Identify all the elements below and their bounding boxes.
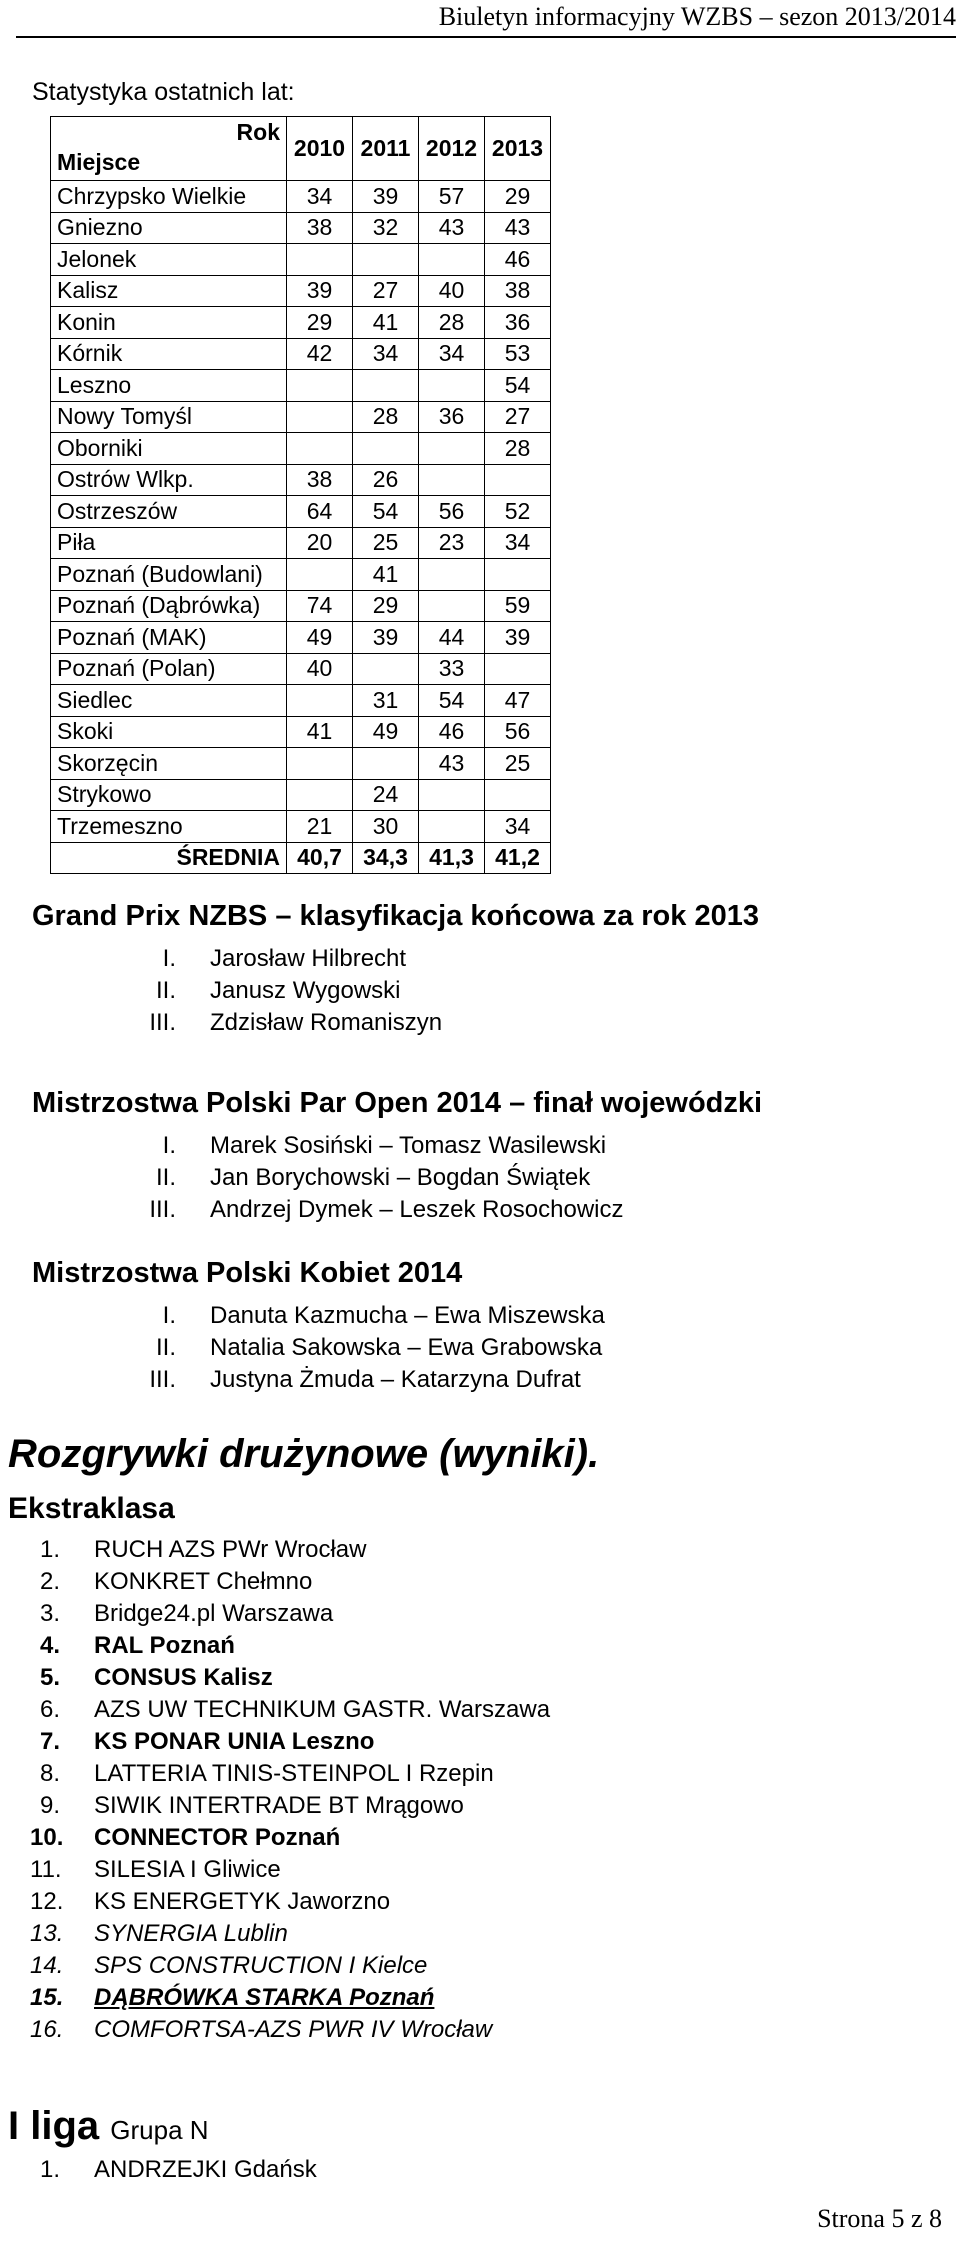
list-number: 15. <box>30 1984 64 2011</box>
value-cell: 28 <box>419 307 485 339</box>
value-cell: 39 <box>353 622 419 654</box>
value-cell <box>419 464 485 496</box>
stats-row <box>51 370 551 402</box>
place-cell: Skorzęcin <box>51 748 287 780</box>
value-cell: 46 <box>485 244 551 276</box>
value-cell <box>485 779 551 811</box>
value-cell: 25 <box>353 527 419 559</box>
list-number: 14. <box>30 1952 64 1979</box>
list-number: III. <box>149 1196 176 1223</box>
place-cell: Kalisz <box>51 275 287 307</box>
value-cell: 41 <box>353 559 419 591</box>
list-number: I. <box>162 1302 176 1329</box>
stats-row <box>51 401 551 433</box>
place-cell: Oborniki <box>51 433 287 465</box>
value-cell: 30 <box>353 811 419 843</box>
place-cell: Poznań (MAK) <box>51 622 287 654</box>
year-header: 2011 <box>353 117 419 181</box>
place-cell: Chrzypsko Wielkie <box>51 181 287 213</box>
list-text: KONKRET Chełmno <box>94 1568 313 1595</box>
year-header: 2012 <box>419 117 485 181</box>
value-cell <box>287 779 353 811</box>
list-text: DĄBRÓWKA STARKA Poznań <box>94 1984 435 2011</box>
list-text: SPS CONSTRUCTION I Kielce <box>94 1952 428 1979</box>
value-cell: 52 <box>485 496 551 528</box>
grand-prix-title: Grand Prix NZBS – klasyfikacja końcowa za rok 2013 <box>32 900 759 932</box>
value-cell <box>287 559 353 591</box>
list-item <box>132 1194 624 1226</box>
list-item <box>30 1886 550 1918</box>
value-cell: 38 <box>485 275 551 307</box>
value-cell <box>419 811 485 843</box>
place-cell: Trzemeszno <box>51 811 287 843</box>
list-number: III. <box>149 1366 176 1393</box>
value-cell <box>287 401 353 433</box>
value-cell: 38 <box>287 212 353 244</box>
list-number: 10. <box>30 1824 64 1851</box>
value-cell: 40,7 <box>287 842 353 874</box>
place-cell: ŚREDNIA <box>51 842 287 874</box>
place-cell: Poznań (Polan) <box>51 653 287 685</box>
list-number: 9. <box>39 1792 60 1819</box>
value-cell: 34,3 <box>353 842 419 874</box>
list-text: KS PONAR UNIA Leszno <box>94 1728 375 1755</box>
list-text: Marek Sosiński – Tomasz Wasilewski <box>210 1132 607 1159</box>
stats-average-row <box>51 842 551 874</box>
value-cell <box>419 590 485 622</box>
rok-label: Rok <box>236 119 280 145</box>
list-item <box>30 1982 550 2014</box>
list-item <box>30 1726 550 1758</box>
list-item <box>30 1822 550 1854</box>
list-text: LATTERIA TINIS-STEINPOL I Rzepin <box>94 1760 494 1787</box>
value-cell: 54 <box>353 496 419 528</box>
stats-row <box>51 527 551 559</box>
par-open-list <box>132 1130 624 1226</box>
value-cell: 40 <box>419 275 485 307</box>
place-cell: Piła <box>51 527 287 559</box>
value-cell: 25 <box>485 748 551 780</box>
stats-row <box>51 779 551 811</box>
list-text: AZS UW TECHNIKUM GASTR. Warszawa <box>94 1696 551 1723</box>
list-number: 7. <box>39 1728 60 1755</box>
value-cell: 74 <box>287 590 353 622</box>
stats-row <box>51 275 551 307</box>
list-text: RUCH AZS PWr Wrocław <box>94 1536 367 1563</box>
list-text: KS ENERGETYK Jaworzno <box>94 1888 391 1915</box>
list-item <box>30 1598 550 1630</box>
page-number: Strona 5 z 8 <box>817 2204 942 2233</box>
value-cell <box>419 779 485 811</box>
value-cell <box>353 370 419 402</box>
place-cell: Leszno <box>51 370 287 402</box>
stats-row <box>51 716 551 748</box>
value-cell: 36 <box>419 401 485 433</box>
list-text: CONNECTOR Poznań <box>94 1824 341 1851</box>
stats-row <box>51 622 551 654</box>
list-item <box>30 1758 550 1790</box>
value-cell <box>485 464 551 496</box>
list-item <box>30 2014 550 2046</box>
stats-row <box>51 181 551 213</box>
list-text: Zdzisław Romaniszyn <box>210 1009 443 1036</box>
stats-row <box>51 307 551 339</box>
list-number: 1. <box>39 2156 60 2183</box>
value-cell: 32 <box>353 212 419 244</box>
value-cell: 28 <box>485 433 551 465</box>
value-cell: 46 <box>419 716 485 748</box>
list-item <box>30 1566 550 1598</box>
list-text: CONSUS Kalisz <box>94 1664 273 1691</box>
value-cell: 59 <box>485 590 551 622</box>
list-number: 3. <box>39 1600 60 1627</box>
list-item <box>132 1007 442 1039</box>
stats-row <box>51 811 551 843</box>
list-text: SILESIA I Gliwice <box>94 1856 281 1883</box>
list-number: II. <box>155 1334 176 1361</box>
ekstraklasa-list <box>30 1534 550 2046</box>
list-text: COMFORTSA-AZS PWR IV Wrocław <box>94 2016 493 2043</box>
stats-row <box>51 748 551 780</box>
value-cell: 57 <box>419 181 485 213</box>
place-cell: Strykowo <box>51 779 287 811</box>
list-text: Jan Borychowski – Bogdan Świątek <box>210 1164 591 1191</box>
value-cell: 41 <box>287 716 353 748</box>
place-cell: Ostrzeszów <box>51 496 287 528</box>
liga-group: Grupa N <box>110 2115 209 2145</box>
list-item <box>132 1364 605 1396</box>
list-item <box>30 1854 550 1886</box>
value-cell <box>485 653 551 685</box>
value-cell: 53 <box>485 338 551 370</box>
list-number: 13. <box>30 1920 64 1947</box>
list-number: 11. <box>30 1856 62 1883</box>
value-cell: 43 <box>419 212 485 244</box>
value-cell: 49 <box>353 716 419 748</box>
list-number: I. <box>162 945 176 972</box>
value-cell: 21 <box>287 811 353 843</box>
list-text: SIWIK INTERTRADE BT Mrągowo <box>94 1792 464 1819</box>
miejsce-label: Miejsce <box>57 149 141 175</box>
value-cell: 34 <box>485 811 551 843</box>
list-item <box>30 1630 550 1662</box>
value-cell: 34 <box>419 338 485 370</box>
grand-prix-list <box>132 943 442 1039</box>
stats-header-row <box>51 117 551 181</box>
value-cell <box>353 244 419 276</box>
value-cell: 34 <box>287 181 353 213</box>
list-item <box>132 1332 605 1364</box>
value-cell: 20 <box>287 527 353 559</box>
stats-row <box>51 496 551 528</box>
list-text: Danuta Kazmucha – Ewa Miszewska <box>210 1302 605 1329</box>
value-cell: 64 <box>287 496 353 528</box>
kobiet-title: Mistrzostwa Polski Kobiet 2014 <box>32 1257 463 1289</box>
list-number: 12. <box>30 1888 64 1915</box>
place-cell: Gniezno <box>51 212 287 244</box>
value-cell: 31 <box>353 685 419 717</box>
value-cell <box>287 244 353 276</box>
value-cell <box>485 559 551 591</box>
value-cell: 54 <box>419 685 485 717</box>
place-cell: Ostrów Wlkp. <box>51 464 287 496</box>
value-cell: 39 <box>485 622 551 654</box>
stats-row <box>51 653 551 685</box>
value-cell: 54 <box>485 370 551 402</box>
druzynowe-title: Rozgrywki drużynowe (wyniki). <box>8 1432 600 1476</box>
year-header: 2010 <box>287 117 353 181</box>
value-cell: 43 <box>485 212 551 244</box>
list-item <box>132 943 442 975</box>
list-number: I. <box>162 1132 176 1159</box>
value-cell <box>287 433 353 465</box>
bulletin-header: Biuletyn informacyjny WZBS – sezon 2013/2014 <box>16 2 956 38</box>
value-cell: 43 <box>419 748 485 780</box>
stats-row <box>51 244 551 276</box>
place-cell: Skoki <box>51 716 287 748</box>
stats-title: Statystyka ostatnich lat: <box>32 78 295 106</box>
value-cell: 23 <box>419 527 485 559</box>
value-cell: 29 <box>353 590 419 622</box>
place-cell: Siedlec <box>51 685 287 717</box>
list-text: Janusz Wygowski <box>210 977 401 1004</box>
value-cell: 47 <box>485 685 551 717</box>
list-number: 2. <box>39 1568 60 1595</box>
value-cell: 40 <box>287 653 353 685</box>
list-number: 1. <box>39 1536 60 1563</box>
value-cell: 38 <box>287 464 353 496</box>
value-cell <box>287 748 353 780</box>
value-cell: 41 <box>353 307 419 339</box>
value-cell: 56 <box>419 496 485 528</box>
value-cell: 49 <box>287 622 353 654</box>
list-item <box>30 1662 550 1694</box>
value-cell: 24 <box>353 779 419 811</box>
list-number: 5. <box>39 1664 60 1691</box>
stats-table <box>50 116 551 874</box>
ekstraklasa-title: Ekstraklasa <box>8 1492 175 1525</box>
value-cell <box>419 559 485 591</box>
stats-row <box>51 338 551 370</box>
list-number: 8. <box>39 1760 60 1787</box>
list-text: Andrzej Dymek – Leszek Rosochowicz <box>210 1196 624 1223</box>
value-cell <box>353 748 419 780</box>
value-cell: 28 <box>353 401 419 433</box>
list-text: SYNERGIA Lublin <box>94 1920 288 1947</box>
liga-name: I liga <box>8 2104 100 2148</box>
value-cell <box>287 685 353 717</box>
list-item <box>30 1918 550 1950</box>
value-cell: 39 <box>287 275 353 307</box>
value-cell: 42 <box>287 338 353 370</box>
stats-row <box>51 433 551 465</box>
stats-corner-cell <box>51 117 287 181</box>
par-open-title: Mistrzostwa Polski Par Open 2014 – finał wojewódzki <box>32 1087 763 1119</box>
list-number: 4. <box>39 1632 60 1659</box>
list-number: II. <box>155 977 176 1004</box>
value-cell: 39 <box>353 181 419 213</box>
list-text: Natalia Sakowska – Ewa Grabowska <box>210 1334 603 1361</box>
liga-title <box>8 2104 209 2149</box>
place-cell: Nowy Tomyśl <box>51 401 287 433</box>
stats-row <box>51 212 551 244</box>
list-item <box>30 1694 550 1726</box>
value-cell: 44 <box>419 622 485 654</box>
stats-row <box>51 590 551 622</box>
place-cell: Konin <box>51 307 287 339</box>
place-cell: Poznań (Dąbrówka) <box>51 590 287 622</box>
place-cell: Kórnik <box>51 338 287 370</box>
value-cell: 34 <box>485 527 551 559</box>
value-cell: 56 <box>485 716 551 748</box>
stats-row <box>51 685 551 717</box>
list-item <box>30 1534 550 1566</box>
list-number: 16. <box>30 2016 64 2043</box>
value-cell: 34 <box>353 338 419 370</box>
list-item <box>132 975 442 1007</box>
list-text: ANDRZEJKI Gdańsk <box>94 2156 317 2183</box>
value-cell: 41,3 <box>419 842 485 874</box>
value-cell: 27 <box>353 275 419 307</box>
value-cell <box>353 433 419 465</box>
place-cell: Jelonek <box>51 244 287 276</box>
kobiet-list <box>132 1300 605 1396</box>
value-cell: 29 <box>287 307 353 339</box>
list-item <box>132 1130 624 1162</box>
value-cell <box>419 433 485 465</box>
list-text: Justyna Żmuda – Katarzyna Dufrat <box>210 1366 581 1393</box>
value-cell <box>287 370 353 402</box>
liga-list <box>30 2154 317 2186</box>
list-item <box>30 2154 317 2186</box>
list-text: RAL Poznań <box>94 1632 235 1659</box>
value-cell: 33 <box>419 653 485 685</box>
value-cell: 26 <box>353 464 419 496</box>
list-number: II. <box>155 1164 176 1191</box>
list-text: Jarosław Hilbrecht <box>210 945 407 972</box>
value-cell: 41,2 <box>485 842 551 874</box>
stats-row <box>51 464 551 496</box>
list-number: 6. <box>39 1696 60 1723</box>
value-cell: 29 <box>485 181 551 213</box>
list-item <box>30 1950 550 1982</box>
value-cell <box>419 370 485 402</box>
value-cell: 27 <box>485 401 551 433</box>
list-number: III. <box>149 1009 176 1036</box>
place-cell: Poznań (Budowlani) <box>51 559 287 591</box>
list-item <box>132 1162 624 1194</box>
value-cell <box>353 653 419 685</box>
value-cell: 36 <box>485 307 551 339</box>
list-text: Bridge24.pl Warszawa <box>94 1600 334 1627</box>
value-cell <box>419 244 485 276</box>
list-item <box>132 1300 605 1332</box>
stats-row <box>51 559 551 591</box>
year-header: 2013 <box>485 117 551 181</box>
list-item <box>30 1790 550 1822</box>
